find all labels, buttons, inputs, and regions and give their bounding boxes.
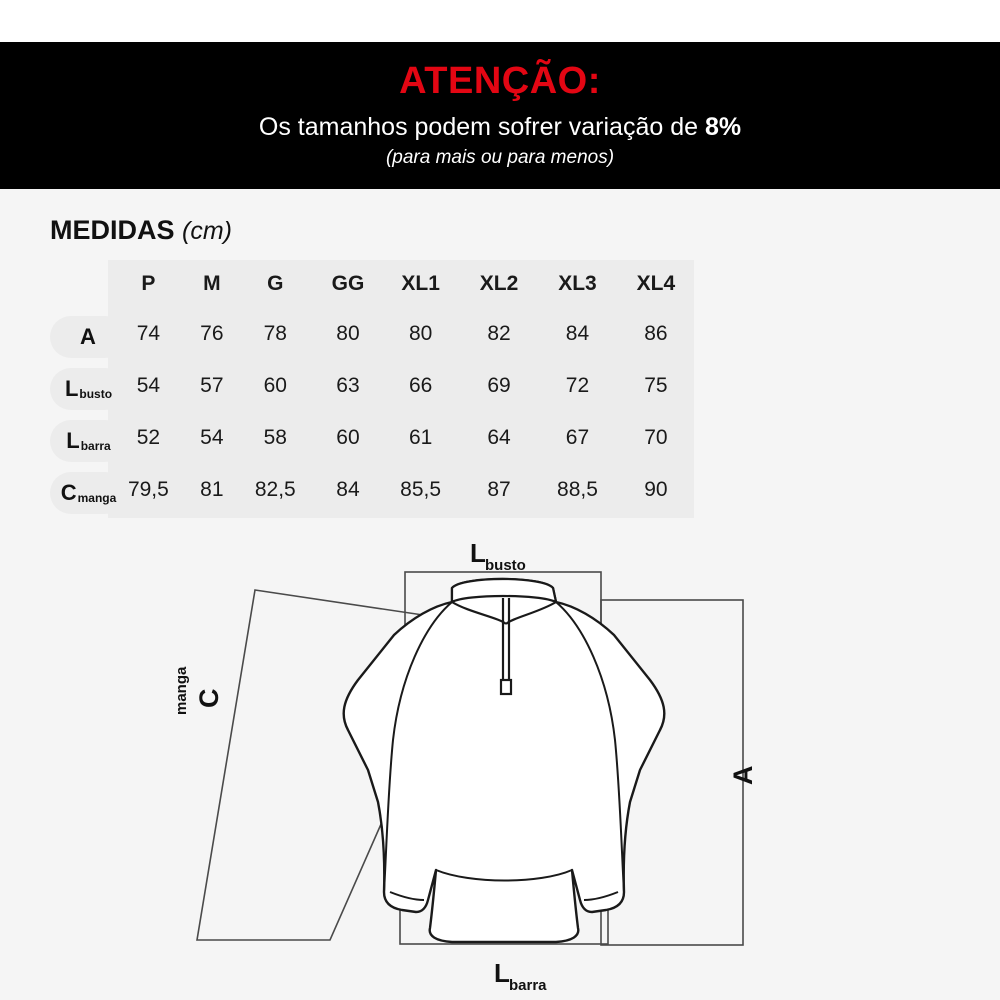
col-header-p: P <box>141 271 156 295</box>
banner-title: ATENÇÃO: <box>399 60 601 102</box>
row-label-l-barra-text: L <box>66 427 80 453</box>
col-header-xl2: XL2 <box>479 271 519 295</box>
cell-lbarra-m: 54 <box>200 425 224 449</box>
label-c-sub: manga <box>173 666 190 715</box>
table-row <box>108 308 694 360</box>
row-label-c-manga-sub: manga <box>77 490 117 505</box>
label-c: C <box>194 688 224 708</box>
size-table-wrapper <box>0 260 1000 520</box>
banner-subtitle-text: Os tamanhos podem sofrer variação de <box>258 112 705 141</box>
cell-a-g: 78 <box>263 321 287 345</box>
cell-lbarra-g: 58 <box>263 425 287 449</box>
label-lbarra: L <box>494 958 510 988</box>
banner-variation-percent: 8% <box>704 112 742 141</box>
cell-cmanga-xl2: 87 <box>487 477 511 501</box>
garment-diagram <box>0 540 1000 1000</box>
cell-cmanga-gg: 84 <box>336 477 360 501</box>
banner-note: (para mais ou para menos) <box>385 146 615 168</box>
cell-cmanga-xl1: 85,5 <box>400 477 442 501</box>
cell-a-p: 74 <box>136 321 161 345</box>
cell-lbarra-gg: 60 <box>336 425 360 449</box>
cell-lbarra-xl2: 64 <box>487 425 511 449</box>
size-table <box>108 260 694 516</box>
table-header-row <box>108 260 694 308</box>
cell-cmanga-m: 81 <box>200 477 224 501</box>
cell-lbarra-xl4: 70 <box>644 425 668 449</box>
cell-lbusto-xl1: 66 <box>408 373 433 397</box>
cell-a-xl1: 80 <box>408 321 433 345</box>
table-row <box>108 464 694 516</box>
cell-lbusto-xl4: 75 <box>644 373 668 397</box>
row-label-c-manga-text: C <box>60 479 77 505</box>
row-label-l-busto-sub: busto <box>79 386 113 401</box>
table-row <box>108 360 694 412</box>
cell-a-xl4: 86 <box>644 321 668 345</box>
cell-lbusto-xl2: 69 <box>487 373 511 397</box>
cell-lbusto-p: 54 <box>136 373 161 397</box>
cell-cmanga-xl3: 88,5 <box>557 477 598 501</box>
row-label-l-busto-text: L <box>64 375 79 401</box>
cell-lbarra-xl3: 67 <box>565 425 590 449</box>
col-header-xl1: XL1 <box>401 271 440 295</box>
cell-lbusto-xl3: 72 <box>565 373 590 397</box>
cell-cmanga-p: 79,5 <box>127 477 169 501</box>
cell-lbarra-p: 52 <box>136 425 161 449</box>
cell-a-gg: 80 <box>336 321 360 345</box>
cell-a-xl2: 82 <box>487 321 511 345</box>
cell-lbusto-m: 57 <box>200 373 224 397</box>
page-title <box>50 215 1000 246</box>
row-label-l-barra-sub: barra <box>80 438 111 453</box>
label-lbusto-sub: busto <box>485 557 526 574</box>
cell-lbarra-xl1: 61 <box>408 425 433 449</box>
label-lbarra-sub: barra <box>509 977 547 994</box>
row-label-a-text: A <box>80 323 96 349</box>
cell-cmanga-xl4: 90 <box>644 477 668 501</box>
table-row <box>108 412 694 464</box>
measures-unit: (cm) <box>182 216 233 245</box>
top-white-strip <box>0 0 1000 42</box>
col-header-gg: GG <box>331 271 365 295</box>
cell-lbusto-g: 60 <box>263 373 287 397</box>
label-lbusto: L <box>470 540 486 568</box>
col-header-xl4: XL4 <box>636 271 676 295</box>
banner-subtitle <box>0 112 1000 142</box>
cell-lbusto-gg: 63 <box>336 373 360 397</box>
col-header-g: G <box>267 271 284 295</box>
label-a: A <box>728 765 758 785</box>
col-header-m: M <box>203 271 221 295</box>
cell-a-m: 76 <box>200 321 224 345</box>
cell-a-xl3: 84 <box>565 321 590 345</box>
measures-heading-text: MEDIDAS <box>50 214 175 245</box>
cell-cmanga-g: 82,5 <box>254 477 296 501</box>
attention-banner <box>0 42 1000 189</box>
col-header-xl3: XL3 <box>558 271 597 295</box>
